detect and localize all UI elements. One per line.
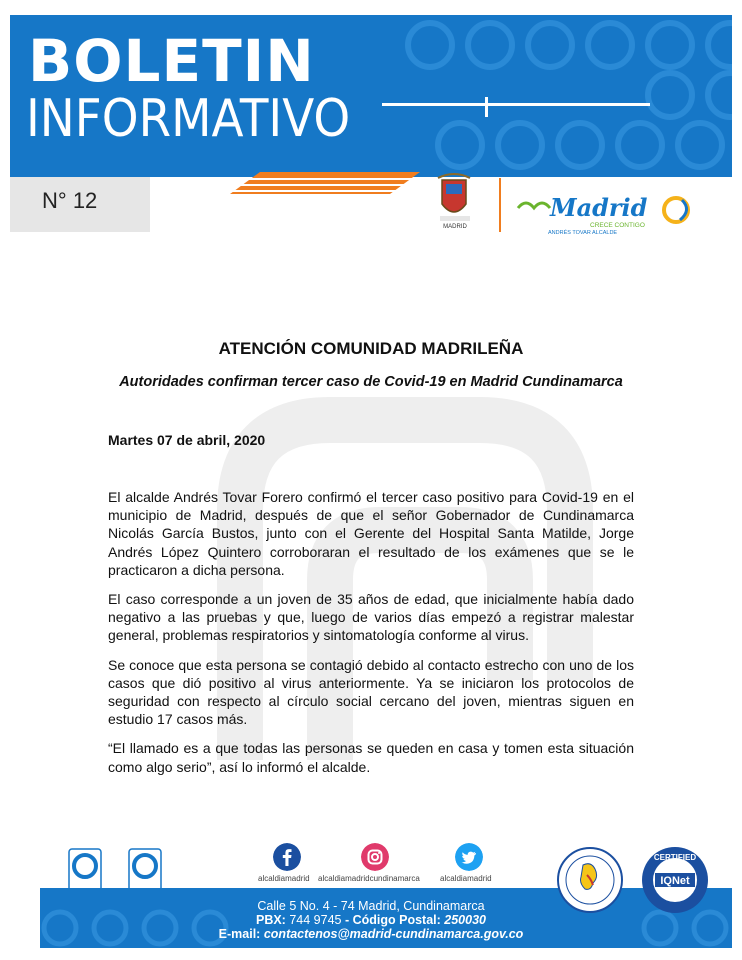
facebook-handle[interactable]: alcaldiamadrid [258, 874, 310, 883]
document-title: ATENCIÓN COMUNIDAD MADRILEÑA [218, 339, 524, 358]
twitter-handle[interactable]: alcaldiamadrid [440, 874, 492, 883]
madrid-crece-contigo-logo [518, 193, 688, 234]
postal-value: 250030 [444, 913, 486, 927]
title-divider [382, 103, 650, 106]
paragraph-1: El alcalde Andrés Tovar Forero confirmó el tercer caso positivo para Covid-19 en el municipio de Madrid, después de que el señor Gobernador de Cundinamarca Nicolás García Bustos, junto con el Gerente del Hospital Santa Matilde, Jorge Andrés López Quintero corroboraran el resultado de los exámenes que se le practicaron a dicha persona. [108, 489, 634, 578]
municipal-logos [400, 172, 732, 234]
bulletin-title-line2: INFORMATIVO [26, 89, 351, 149]
svg-text:CRECE CONTIGO: CRECE CONTIGO [590, 222, 645, 229]
svg-text:IQNet: IQNet [660, 875, 690, 887]
footer-separator: - [341, 913, 353, 927]
postal-label: Código Postal: [352, 913, 441, 927]
svg-text:CERTIFIED: CERTIFIED [653, 853, 697, 862]
paragraph-3: Se conoce que esta persona se contagió debido al contacto estrecho con uno de los casos que dió positivo al virus anteriormente. Ya se iniciaron los protocolos de seguridad con respecto al círculo social cercano del joven, mientras siguen en estudio 17 casos más. [108, 656, 634, 728]
bulletin-title-line1: BOLETIN [28, 27, 315, 95]
issue-number-label: N° [42, 188, 67, 213]
paragraph-2: El caso corresponde a un joven de 35 años de edad, que inicialmente había dado negativo a las pruebas y que, luego de varios días empezó a registrar malestar general, problemas respiratorios y sintomatología conforme al virus. [108, 591, 634, 644]
svg-text:MADRID: MADRID [443, 224, 467, 230]
pbx-value: 744 9745 [289, 913, 342, 927]
instagram-icon[interactable] [361, 843, 389, 871]
instagram-handle[interactable]: alcaldiamadridcundinamarca [318, 874, 420, 883]
facebook-icon[interactable] [273, 843, 301, 871]
footer-address: Calle 5 No. 4 - 74 Madrid, Cundinamarca [257, 899, 485, 913]
document-date: Martes 07 de abril, 2020 [108, 432, 266, 448]
email-label: E-mail: [218, 927, 261, 941]
svg-text:ANDRÉS TOVAR ALCALDE: ANDRÉS TOVAR ALCALDE [548, 230, 618, 234]
iqnet-certified-seal-icon [638, 845, 712, 915]
title-divider-tick [485, 97, 488, 117]
email-value[interactable]: contactenos@madrid-cundinamarca.gov.co [263, 927, 524, 941]
header-banner [10, 15, 732, 177]
footer-email [0, 927, 742, 942]
twitter-icon[interactable] [455, 843, 483, 871]
colombia-certification-seal-icon [553, 845, 627, 915]
paragraph-4: “El llamado es a que todas las personas se queden en casa y tomen esta situación como algo serio”, así lo informó el alcalde. [108, 740, 634, 775]
pbx-label: PBX: [255, 913, 286, 927]
svg-text:Madrid: Madrid [550, 193, 648, 222]
document-body [108, 488, 634, 787]
issue-number [42, 188, 97, 214]
madrid-coat-of-arms-icon [438, 174, 470, 230]
footer-phone [0, 913, 742, 928]
document-subtitle: Autoridades confirman tercer caso de Covid-19 en Madrid Cundinamarca [119, 374, 623, 390]
issue-number-value: 12 [72, 188, 98, 213]
